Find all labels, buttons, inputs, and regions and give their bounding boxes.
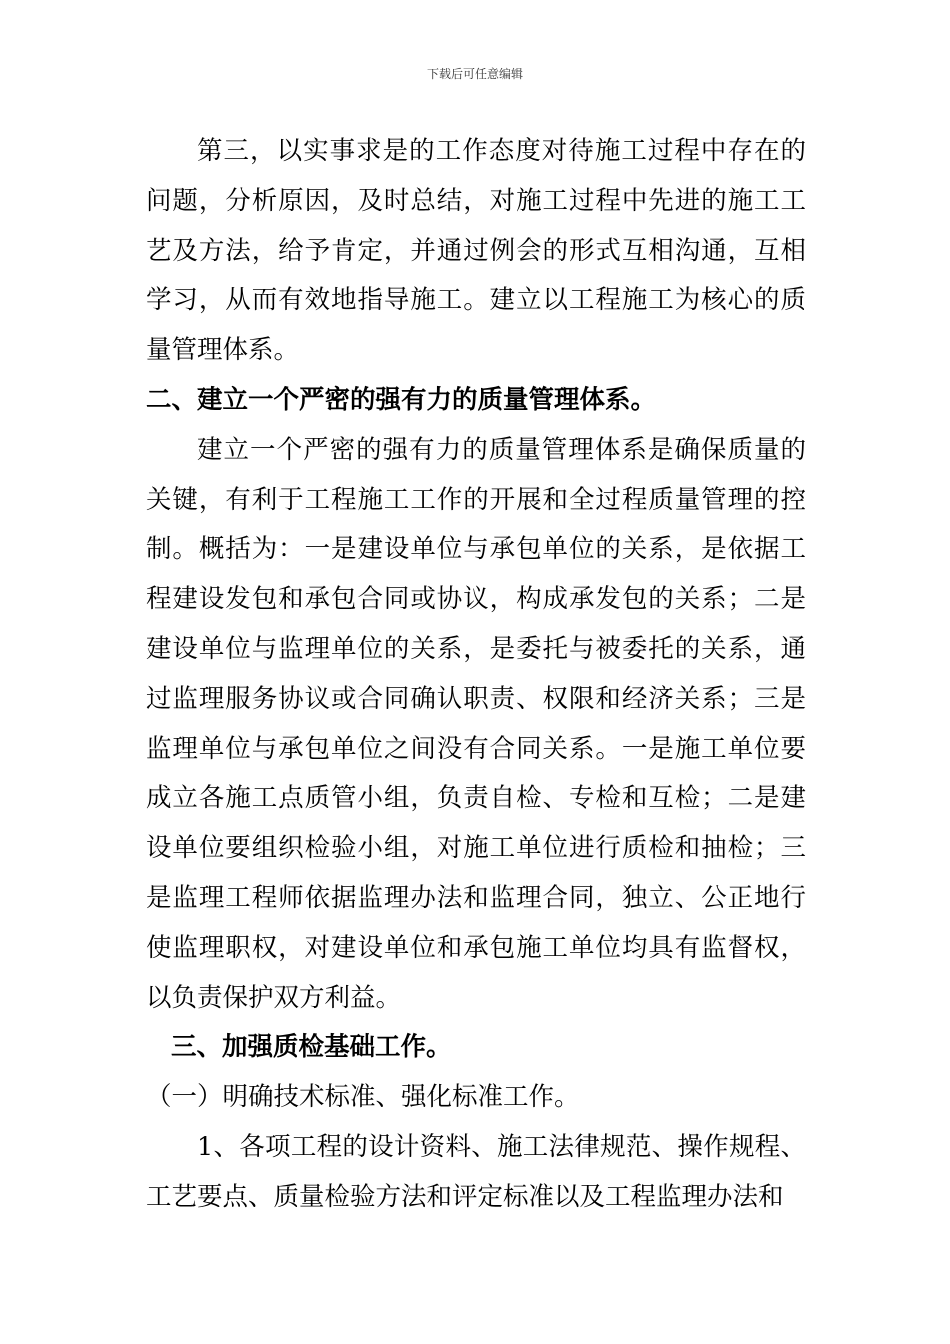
section-heading-two: 二、建立一个严密的强有力的质量管理体系。 — [146, 384, 657, 415]
paragraph-quality-system: 建立一个严密的强有力的质量管理体系是确保质量的关键，有利于工程施工工作的开展和全过程质量管理的控制。概括为：一是建设单位与承包单位的关系，是依据工程建设发包和承包合同或协议，构成承发包的关系；二是建设单位与监理单位的关系，是委托与被委托的关系，通过监理服务协议或合同确认职责、权限和经济关系；三是监理单位与承包单位之间没有合同关系。一是施工单位要成立各施工点质管小组，负责自检、专检和互检；二是建设单位要组织检验小组，对施工单位进行质检和抽检；三是监理工程师依据监理办法和监理合同，独立、公正地行使监理职权，对建设单位和承包施工单位均具有监督权，以负责保护双方利益。 — [146, 434, 806, 1013]
subsection-heading-one: （一）明确技术标准、强化标准工作。 — [146, 1082, 580, 1113]
paragraph-third-point: 第三，以实事求是的工作态度对待施工过程中存在的问题，分析原因，及时总结，对施工过程中先进的施工工艺及方法，给予肯定，并通过例会的形式互相沟通，互相学习，从而有效地指导施工。建立以工程施工为核心的质量管理体系。 — [146, 136, 806, 366]
paragraph-item-one: 1、各项工程的设计资料、施工法律规范、操作规程、工艺要点、质量检验方法和评定标准以及工程监理办法和 — [146, 1131, 806, 1212]
page-header: 下载后可任意编辑 — [426, 67, 523, 81]
document-body — [146, 127, 806, 1223]
section-heading-three: 三、加强质检基础工作。 — [171, 1032, 452, 1063]
